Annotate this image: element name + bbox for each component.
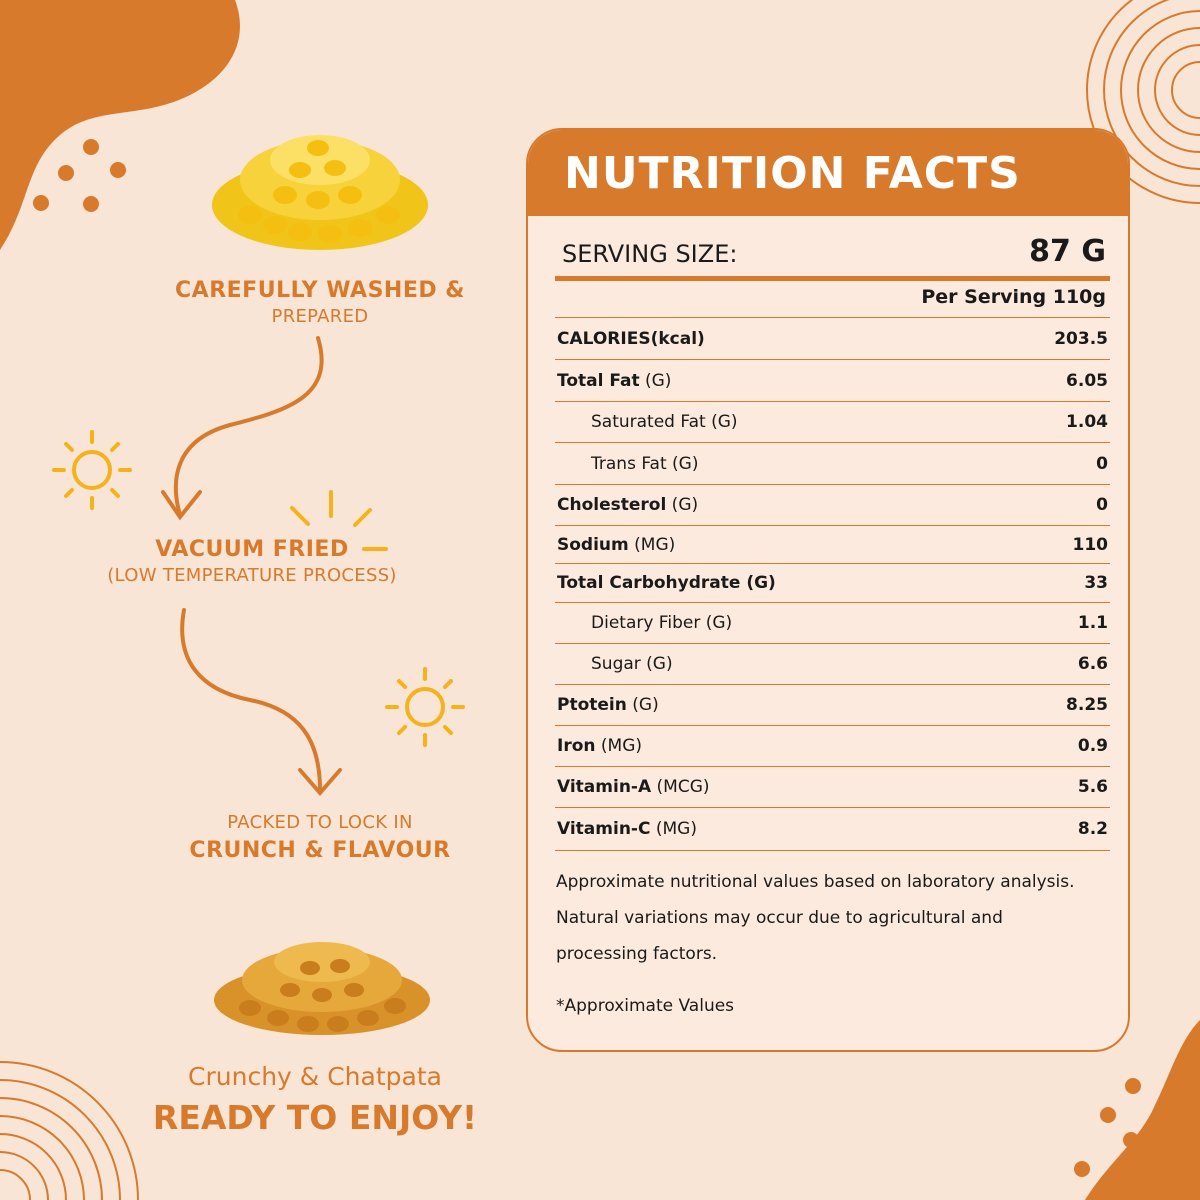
nutrient-value: 33 — [1084, 573, 1108, 593]
per-serving-divider — [555, 317, 1110, 318]
sun-icon — [54, 432, 130, 508]
nutrient-name: CALORIES(kcal) — [557, 329, 705, 349]
nutrient-label — [557, 495, 698, 515]
nutrition-row — [555, 604, 1110, 644]
nutrition-row — [555, 362, 1110, 402]
nutrient-label — [557, 695, 659, 715]
step-packed-title: CRUNCH & FLAVOUR — [189, 838, 451, 863]
nutrient-value: 8.2 — [1077, 819, 1108, 839]
nutrient-unit: Saturated Fat (G) — [591, 412, 738, 432]
nutrient-label — [557, 736, 642, 756]
nutrition-row — [555, 809, 1110, 851]
nutrient-value: 0 — [1096, 495, 1108, 515]
nutrient-value: 6.6 — [1077, 654, 1108, 674]
note-line: processing factors. — [556, 944, 718, 964]
nutrient-label — [591, 654, 673, 674]
nutrition-row — [555, 527, 1110, 564]
nutrient-unit: Sugar (G) — [591, 654, 673, 674]
nutrition-row — [555, 768, 1110, 808]
nutrient-unit: (G) — [626, 695, 659, 715]
nutrient-unit: (G) — [666, 495, 699, 515]
nutrient-name: Vitamin-C — [557, 819, 651, 839]
nutrient-label — [591, 613, 732, 633]
nutrient-label — [591, 454, 698, 474]
step-fried-title: VACUUM FRIED — [155, 537, 349, 562]
nutrition-row — [555, 645, 1110, 685]
roasted-corn-image — [214, 942, 430, 1035]
nutrient-unit: (MG) — [595, 736, 643, 756]
nutrient-unit: (MCG) — [651, 777, 710, 797]
nutrition-title: NUTRITION FACTS — [564, 148, 1021, 199]
nutrient-value: 0.9 — [1077, 736, 1108, 756]
nutrition-row — [555, 686, 1110, 726]
nutrient-unit: Trans Fat (G) — [591, 454, 699, 474]
nutrient-name: Total Carbohydrate (G) — [557, 573, 776, 593]
nutrient-unit: (MG) — [628, 535, 676, 555]
top-left-dots — [33, 139, 126, 212]
nutrient-name: Sodium — [557, 535, 629, 555]
nutrition-row — [555, 444, 1110, 485]
nutrition-row — [555, 320, 1110, 360]
final-title: READY TO ENJOY! — [152, 1098, 478, 1137]
final-subtitle: Crunchy & Chatpata — [188, 1062, 442, 1091]
nutrient-name: Vitamin-A — [557, 777, 652, 797]
nutrient-label — [557, 777, 710, 797]
nutrient-unit: (MG) — [650, 819, 697, 839]
nutrient-label — [557, 573, 776, 593]
per-serving-label: Per Serving 110g — [921, 286, 1106, 308]
nutrient-name: Ptotein — [557, 695, 627, 715]
nutrient-value: 6.05 — [1066, 371, 1108, 391]
raw-corn-image — [212, 135, 428, 250]
nutrient-label — [557, 819, 697, 839]
nutrient-unit: (G) — [639, 371, 672, 391]
nutrient-label — [557, 371, 671, 391]
step-packed-subtitle: PACKED TO LOCK IN — [227, 812, 413, 833]
nutrient-value: 0 — [1096, 454, 1108, 474]
nutrition-note — [556, 864, 1116, 972]
nutrient-name: Cholesterol — [557, 495, 667, 515]
nutrient-label — [557, 329, 705, 349]
nutrition-facts-card — [526, 128, 1130, 1052]
serving-size-label: SERVING SIZE: — [562, 240, 738, 268]
nutrient-value: 203.5 — [1054, 329, 1108, 349]
serving-divider — [555, 276, 1110, 281]
flow-arrow-2 — [182, 610, 340, 793]
step-fried-subtitle: (LOW TEMPERATURE PROCESS) — [107, 565, 397, 586]
nutrient-label — [591, 412, 738, 432]
note-line: Natural variations may occur due to agricultural and — [556, 908, 1003, 928]
nutrition-header — [528, 130, 1128, 216]
nutrient-label — [557, 535, 675, 555]
nutrition-row — [555, 727, 1110, 767]
step-washed-subtitle: PREPARED — [271, 306, 369, 327]
nutrition-row — [555, 565, 1110, 603]
top-left-blob — [0, 0, 240, 250]
nutrient-name: Total Fat — [557, 371, 640, 391]
note-line: Approximate nutritional values based on laboratory analysis. — [556, 872, 1075, 892]
nutrient-value: 110 — [1072, 535, 1108, 555]
nutrient-value: 5.6 — [1077, 777, 1108, 797]
nutrition-row — [555, 403, 1110, 443]
nutrient-value: 1.04 — [1066, 412, 1108, 432]
serving-size-value: 87 G — [1029, 234, 1106, 269]
sun-icon — [387, 669, 463, 745]
nutrition-row — [555, 486, 1110, 526]
nutrient-value: 1.1 — [1077, 613, 1108, 633]
approximate-footnote: *Approximate Values — [556, 996, 735, 1016]
step-washed-title: CAREFULLY WASHED & — [175, 278, 465, 303]
flow-arrow-1 — [163, 338, 322, 517]
nutrient-value: 8.25 — [1066, 695, 1108, 715]
nutrient-name: Iron — [557, 736, 596, 756]
nutrient-unit: Dietary Fiber (G) — [591, 613, 733, 633]
